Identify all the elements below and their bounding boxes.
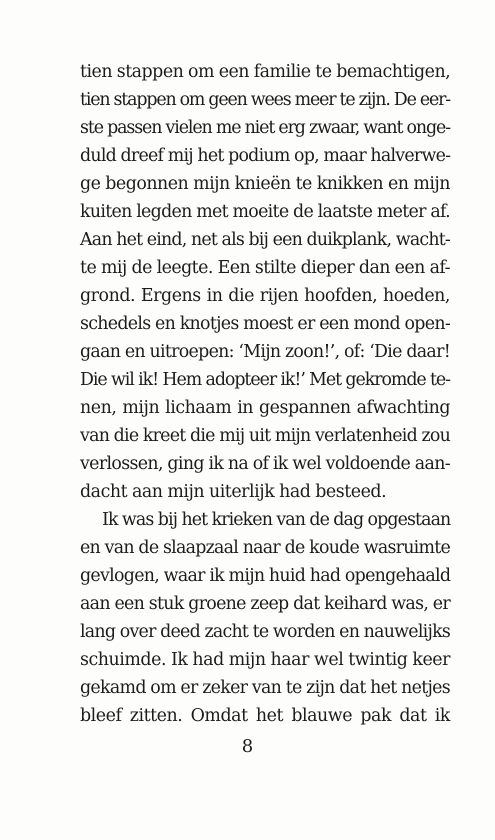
text-line: tien stappen om geen wees meer te zijn. De eer- bbox=[80, 90, 450, 110]
text-line: dacht aan mijn uiterlijk had besteed. bbox=[80, 482, 387, 502]
text-line: Aan het eind, net als bij een duikplank, wacht- bbox=[80, 230, 450, 250]
text-line: lang over deed zacht te worden en nauwelijks bbox=[80, 622, 451, 642]
text-line: aan een stuk groene zeep dat keihard was, er bbox=[80, 594, 450, 614]
text-line: en van de slaapzaal naar de koude wasruimte bbox=[80, 538, 450, 558]
text-line: tien stappen om een familie te bemachtigen, bbox=[80, 62, 451, 82]
text-line: schedels en knotjes moest er een mond open- bbox=[80, 314, 450, 334]
text-line: grond. Ergens in die rijen hoofden, hoeden, bbox=[80, 286, 450, 306]
paragraph-1 bbox=[80, 58, 450, 506]
text-line: bleef zitten. Omdat het blauwe pak dat ik bbox=[80, 706, 450, 726]
text-line: te mij de leegte. Een stilte dieper dan een af- bbox=[80, 258, 450, 278]
text-line: duld dreef mij het podium op, maar halverwe- bbox=[80, 146, 451, 166]
text-line: Die wil ik! Hem adopteer ik!’ Met gekromde te- bbox=[80, 370, 450, 390]
body-text bbox=[80, 58, 450, 730]
paragraph-2 bbox=[80, 506, 450, 730]
page-number: 8 bbox=[241, 736, 254, 757]
text-line: verlossen, ging ik na of ik wel voldoende aan- bbox=[80, 454, 450, 474]
text-line: gekamd om er zeker van te zijn dat het netjes bbox=[80, 678, 450, 698]
text-line: gevlogen, waar ik mijn huid had opengehaald bbox=[80, 566, 451, 586]
text-line: gaan en uitroepen: ‘Mijn zoon!’, of: ‘Die daar! bbox=[80, 342, 450, 362]
text-line: kuiten legden met moeite de laatste meter af. bbox=[80, 202, 450, 222]
text-line: van die kreet die mij uit mijn verlatenheid zou bbox=[80, 426, 451, 446]
text-line: nen, mijn lichaam in gespannen afwachting bbox=[80, 398, 450, 418]
text-line: ste passen vielen me niet erg zwaar, want onge- bbox=[80, 118, 450, 138]
text-line: schuimde. Ik had mijn haar wel twintig keer bbox=[80, 650, 450, 670]
text-line: ge begonnen mijn knieën te knikken en mijn bbox=[80, 174, 450, 194]
text-line: Ik was bij het krieken van de dag opgestaan bbox=[102, 510, 451, 530]
